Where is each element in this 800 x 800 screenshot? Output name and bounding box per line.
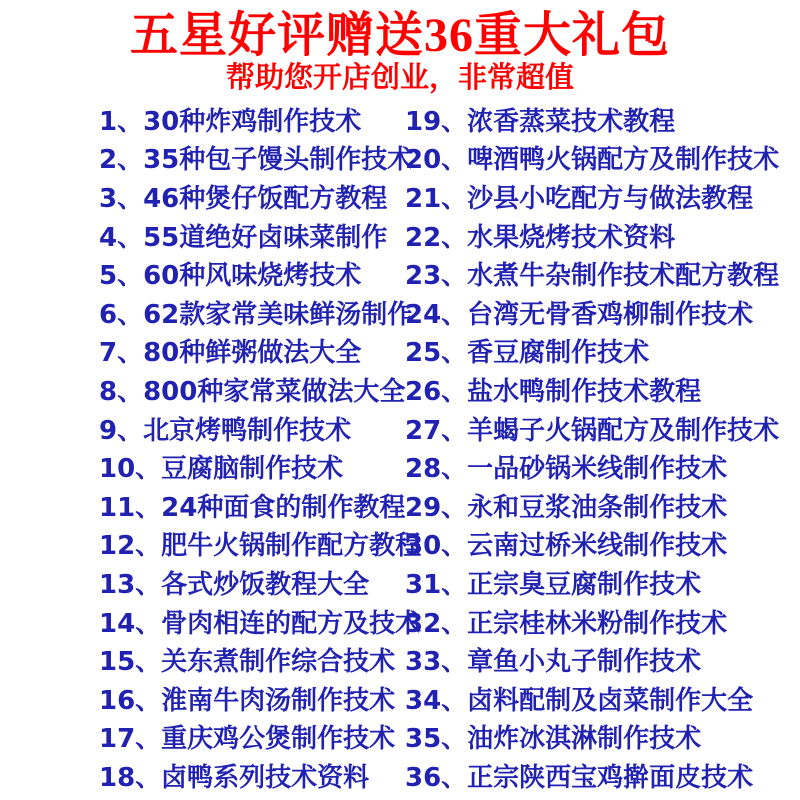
list-item: 22、水果烧烤技术资料 [405,222,676,253]
list-item: 36、正宗陕西宝鸡擀面皮技术 [405,762,754,793]
list-item: 23、水煮牛杂制作技术配方教程 [405,261,780,292]
list-item: 18、卤鸭系列技术资料 [99,762,370,793]
list-item: 9、北京烤鸭制作技术 [99,415,352,446]
list-item: 8、800种家常菜做法大全 [99,376,406,407]
gift-list-column-left [99,100,422,795]
page-title: 五星好评赠送36重大礼包 [129,9,670,62]
list-item: 4、55道绝好卤味菜制作 [99,222,388,253]
list-item: 29、永和豆浆油条制作技术 [405,492,728,523]
gift-list [0,100,800,795]
list-item: 12、肥牛火锅制作配方教程 [99,531,422,562]
list-item: 13、各式炒饭教程大全 [99,569,370,600]
list-item: 28、一品砂锅米线制作技术 [405,454,728,485]
list-item: 20、啤酒鸭火锅配方及制作技术 [405,145,780,176]
list-item: 5、60种风味烧烤技术 [99,261,362,292]
list-item: 15、关东煮制作综合技术 [99,647,396,678]
list-item: 30、云南过桥米线制作技术 [405,531,728,562]
list-item: 17、重庆鸡公煲制作技术 [99,724,396,755]
list-item: 25、香豆腐制作技术 [405,338,650,369]
list-item: 33、章鱼小丸子制作技术 [405,647,702,678]
list-item: 14、骨肉相连的配方及技术 [99,608,422,639]
page-subtitle: 帮助您开店创业，非常超值 [225,62,574,94]
list-item: 3、46种煲仔饭配方教程 [99,183,388,214]
list-item: 1、30种炸鸡制作技术 [99,106,362,137]
list-item: 7、80种鲜粥做法大全 [99,338,362,369]
list-item: 10、豆腐脑制作技术 [99,454,344,485]
list-item: 19、浓香蒸菜技术教程 [405,106,676,137]
list-item: 27、羊蝎子火锅配方及制作技术 [405,415,780,446]
list-item: 31、正宗臭豆腐制作技术 [405,569,702,600]
list-item: 24、台湾无骨香鸡柳制作技术 [405,299,754,330]
list-item: 6、62款家常美味鲜汤制作 [99,299,414,330]
list-item: 32、正宗桂林米粉制作技术 [405,608,728,639]
list-item: 35、油炸冰淇淋制作技术 [405,724,702,755]
list-item: 2、35种包子馒头制作技术 [99,145,414,176]
gift-list-column-right [405,100,779,795]
list-item: 11、24种面食的制作教程 [99,492,406,523]
list-item: 16、淮南牛肉汤制作技术 [99,685,396,716]
list-item: 21、沙县小吃配方与做法教程 [405,183,754,214]
list-item: 34、卤料配制及卤菜制作大全 [405,685,754,716]
list-item: 26、盐水鸭制作技术教程 [405,376,702,407]
